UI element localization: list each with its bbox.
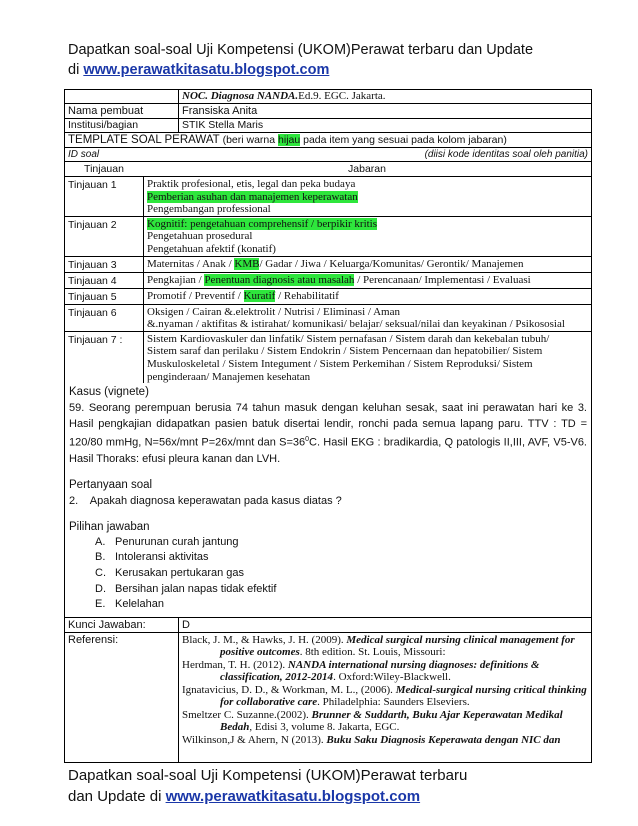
kunci-row	[65, 618, 591, 633]
option-key: C.	[95, 566, 106, 579]
jabaran-text: Pengetahuan prosedural	[147, 230, 253, 243]
source-rest: Ed.9. EGC. Jakarta.	[298, 90, 386, 102]
tinjauan-jabaran	[143, 289, 591, 304]
jabaran-text: Pengembangan professional	[147, 203, 271, 216]
reference-publisher: . 8th edition. St. Louis, Missouri:	[299, 646, 446, 659]
jabaran-text: Promotif / Preventif /	[147, 289, 244, 302]
source-row	[65, 90, 591, 104]
reference-title: Buku Saku Diagnosis Keperawata dengan NIC dan	[326, 733, 561, 746]
jabaran-text: Oksigen / Cairan &.elektrolit / Nutrisi / Eliminasi / Aman	[147, 305, 400, 318]
kunci-value: D	[178, 618, 591, 632]
jabaran-text: Sistem Kardiovaskuler dan linfatik/ Sistem pernafasan / Sistem darah dan kekebalan tubuh/	[147, 332, 550, 345]
pilihan-label: Pilihan jawaban	[69, 520, 150, 533]
reference-entry	[182, 659, 588, 684]
tinjauan-jabaran	[143, 217, 591, 256]
tinjauan-jabaran	[143, 332, 591, 383]
institution-row	[65, 119, 591, 133]
option-key: B.	[95, 551, 106, 564]
jabaran-text: Sistem saraf dan perilaku / Sistem Endokrin / Sistem Pencernaan dan hepatobilier/ Sistem	[147, 345, 543, 358]
footer-line: Dapatkan soal-soal Uji Kompetensi (UKOM)Perawat terbaru	[68, 767, 468, 784]
author-value: Fransiska Anita	[178, 104, 591, 118]
jabaran-line	[147, 258, 588, 271]
jabaran-text: penginderaan/ Manajemen kesehatan	[147, 370, 311, 383]
jabaran-text: / Gadar / Jiwa / Keluarga/Komunitas/ Gerontik/ Manajemen	[259, 257, 524, 270]
tinjauan-row	[65, 332, 591, 383]
jabaran-text: Muskuloskeletal / Sistem Integument / Sistem Perkemihan / Sistem Reproduksi/ Sistem	[147, 357, 533, 370]
reference-entry	[182, 734, 588, 747]
option-text: Kelelahan	[115, 598, 164, 611]
author-row	[65, 104, 591, 119]
jabaran-text: / Rehabilitatif	[275, 289, 339, 302]
tinjauan-label: Tinjauan 4	[68, 274, 117, 287]
answer-options	[95, 535, 587, 613]
kasus-row	[65, 383, 591, 618]
jabaran-line	[147, 178, 588, 191]
author-label: Nama pembuat	[68, 105, 144, 117]
highlighted-item: Pemberian asuhan dan manajemen keperawatan	[147, 190, 358, 203]
highlighted-item: Kognitif: pengetahuan comprehensif / berpikir kritis	[147, 217, 378, 230]
answer-option	[95, 597, 587, 613]
reference-author: Ignatavicius, D. D., & Workman, M. L., (2006).	[182, 683, 396, 696]
header-link[interactable]: www.perawatkitasatu.blogspot.com	[83, 62, 330, 78]
jabaran-line	[147, 203, 588, 216]
tinjauan-row	[65, 177, 591, 217]
institution-label: Institusi/bagian	[68, 119, 139, 131]
referensi-row	[65, 633, 591, 762]
footer-pre: dan Update di	[68, 788, 166, 805]
jabaran-line	[147, 191, 588, 204]
option-key: E.	[95, 598, 106, 611]
green-word: hijau	[278, 134, 301, 146]
option-text: Bersihan jalan napas tidak efektif	[115, 582, 277, 595]
tinjauan-jabaran	[143, 257, 591, 272]
header-di: di	[68, 62, 80, 78]
jabaran-text: Maternitas / Anak /	[147, 257, 235, 270]
option-key: D.	[95, 582, 106, 595]
institution-value: STIK Stella Maris	[178, 119, 591, 132]
id-soal-note: (diisi kode identitas soal oleh panitia)	[424, 149, 588, 160]
header-line: Dapatkan soal-soal Uji Kompetensi (UKOM)Perawat terbaru dan Update	[68, 42, 534, 58]
jabaran-text: / Perencanaan/ Implementasi / Evaluasi	[354, 273, 531, 286]
reference-title: Brunner & Suddarth, Buku Ajar Keperawatan Medikal Bedah	[220, 708, 563, 734]
pertanyaan-text: 2. Apakah diagnosa keperawatan pada kasus diatas ?	[69, 494, 342, 507]
option-text: Intoleransi aktivitas	[115, 551, 209, 564]
reference-publisher: , Edisi 3, volume 8. Jakarta, EGC.	[249, 721, 400, 734]
referensi-list	[178, 633, 591, 762]
jabaran-line	[147, 371, 588, 384]
reference-author: Black, J. M., & Hawks, J. H. (2009).	[182, 633, 347, 646]
reference-publisher: . Oxford:Wiley-Blackwell.	[333, 671, 451, 684]
jabaran-text: Pengkajian /	[147, 273, 205, 286]
footer-link[interactable]: www.perawatkitasatu.blogspot.com	[165, 788, 421, 805]
tinjauan-jabaran	[143, 305, 591, 331]
tinjauan-row	[65, 273, 591, 289]
reference-title: Medical-surgical nursing critical thinking for collaborative care	[220, 683, 587, 709]
tinjauan-row	[65, 217, 591, 257]
template-title: TEMPLATE SOAL PERAWAT (beri warna hijau pada item yang sesuai pada kolom jabaran)	[68, 134, 507, 146]
option-text: Kerusakan pertukaran gas	[115, 566, 245, 579]
jabaran-line	[147, 333, 588, 346]
kasus-text: 59. Seorang perempuan berusia 74 tahun masuk dengan keluhan sesak, saat ini perawatan hari ke 3. Hasil pengkajian didapatkan pasien batuk disertai lendir, ronchi pada semua lapang paru. TTV : TD = 120/80 mmHg, N=56x/mnt P=26x/mnt dan $S=36^0C$. Hasil EKG : bradikardia, Q patologis II,III, AVF, V5-V6. Hasil Thoraks: efusi pleura kanan dan LVH.	[69, 402, 587, 465]
reference-title: NANDA international nursing diagnoses: definitions & classification, 2012-2014	[220, 658, 540, 684]
jabaran-line	[147, 290, 588, 303]
jabaran-text: Pengetahuan afektif (konatif)	[147, 242, 276, 255]
highlighted-item: Penentuan diagnosis atau masalah	[204, 273, 355, 286]
source-title: NOC. Diagnosa NANDA.	[182, 90, 299, 102]
answer-option	[95, 535, 587, 551]
jabaran-line	[147, 243, 588, 256]
tinjauan-label: Tinjauan 5	[68, 290, 117, 303]
jabaran-line	[147, 306, 588, 319]
jabaran-line	[147, 318, 588, 331]
tinjauan-label: Tinjauan 7 :	[68, 333, 123, 346]
jabaran-line	[147, 218, 588, 231]
page-footer	[68, 765, 588, 807]
tinjauan-label: Tinjauan 6	[68, 306, 117, 319]
jabaran-text: Praktik profesional, etis, legal dan peka budaya	[147, 178, 356, 190]
answer-option	[95, 550, 587, 566]
reference-entry	[182, 684, 588, 709]
answer-option	[95, 566, 587, 582]
jabaran-line	[147, 358, 588, 371]
id-soal-label: ID soal	[68, 149, 100, 160]
tinjauan-row	[65, 257, 591, 273]
tinjauan-row	[65, 289, 591, 305]
highlighted-item: KMB	[234, 257, 260, 270]
referensi-label: Referensi:	[68, 633, 119, 646]
tinjauan-label: Tinjauan 3	[68, 258, 117, 271]
id-soal-row	[65, 148, 591, 162]
kasus-label: Kasus (vignete)	[69, 386, 149, 399]
reference-entry	[182, 634, 588, 659]
kunci-label: Kunci Jawaban:	[68, 618, 146, 631]
pertanyaan-label: Pertanyaan soal	[69, 478, 153, 491]
template-row	[65, 133, 591, 148]
col-tinjauan: Tinjauan	[84, 163, 124, 175]
answer-option	[95, 582, 587, 598]
tinjauan-jabaran	[143, 273, 591, 288]
tinjauan-label: Tinjauan 2	[68, 218, 117, 231]
jabaran-line	[147, 274, 588, 287]
jabaran-line	[147, 230, 588, 243]
col-jabaran: Jabaran	[348, 163, 386, 175]
highlighted-item: Kuratif	[243, 289, 276, 302]
tinjauan-rows	[65, 177, 591, 383]
kasus-block	[65, 383, 591, 617]
tinjauan-row	[65, 305, 591, 332]
reference-author: Smeltzer C. Suzanne.(2002).	[182, 708, 312, 721]
question-form-table	[64, 89, 592, 763]
tinjauan-jabaran	[143, 177, 591, 216]
reference-entry	[182, 709, 588, 734]
option-key: A.	[95, 535, 106, 548]
reference-author: Herdman, T. H. (2012).	[182, 658, 288, 671]
reference-author: Wilkinson,J & Ahern, N (2013).	[182, 733, 327, 746]
reference-title: Medical surgical nursing clinical management for positive outcomes	[220, 633, 575, 659]
page-header	[68, 40, 588, 80]
jabaran-line	[147, 345, 588, 358]
jabaran-text: &.nyaman / aktifitas & istirahat/ komunikasi/ belajar/ seksual/nilai dan keyakinan / Psikososial	[147, 318, 565, 331]
reference-publisher: . Philadelphia: Saunders Elseviers.	[317, 696, 470, 709]
column-header-row	[65, 162, 591, 177]
tinjauan-label: Tinjauan 1	[68, 179, 117, 191]
option-text: Penurunan curah jantung	[115, 535, 239, 548]
